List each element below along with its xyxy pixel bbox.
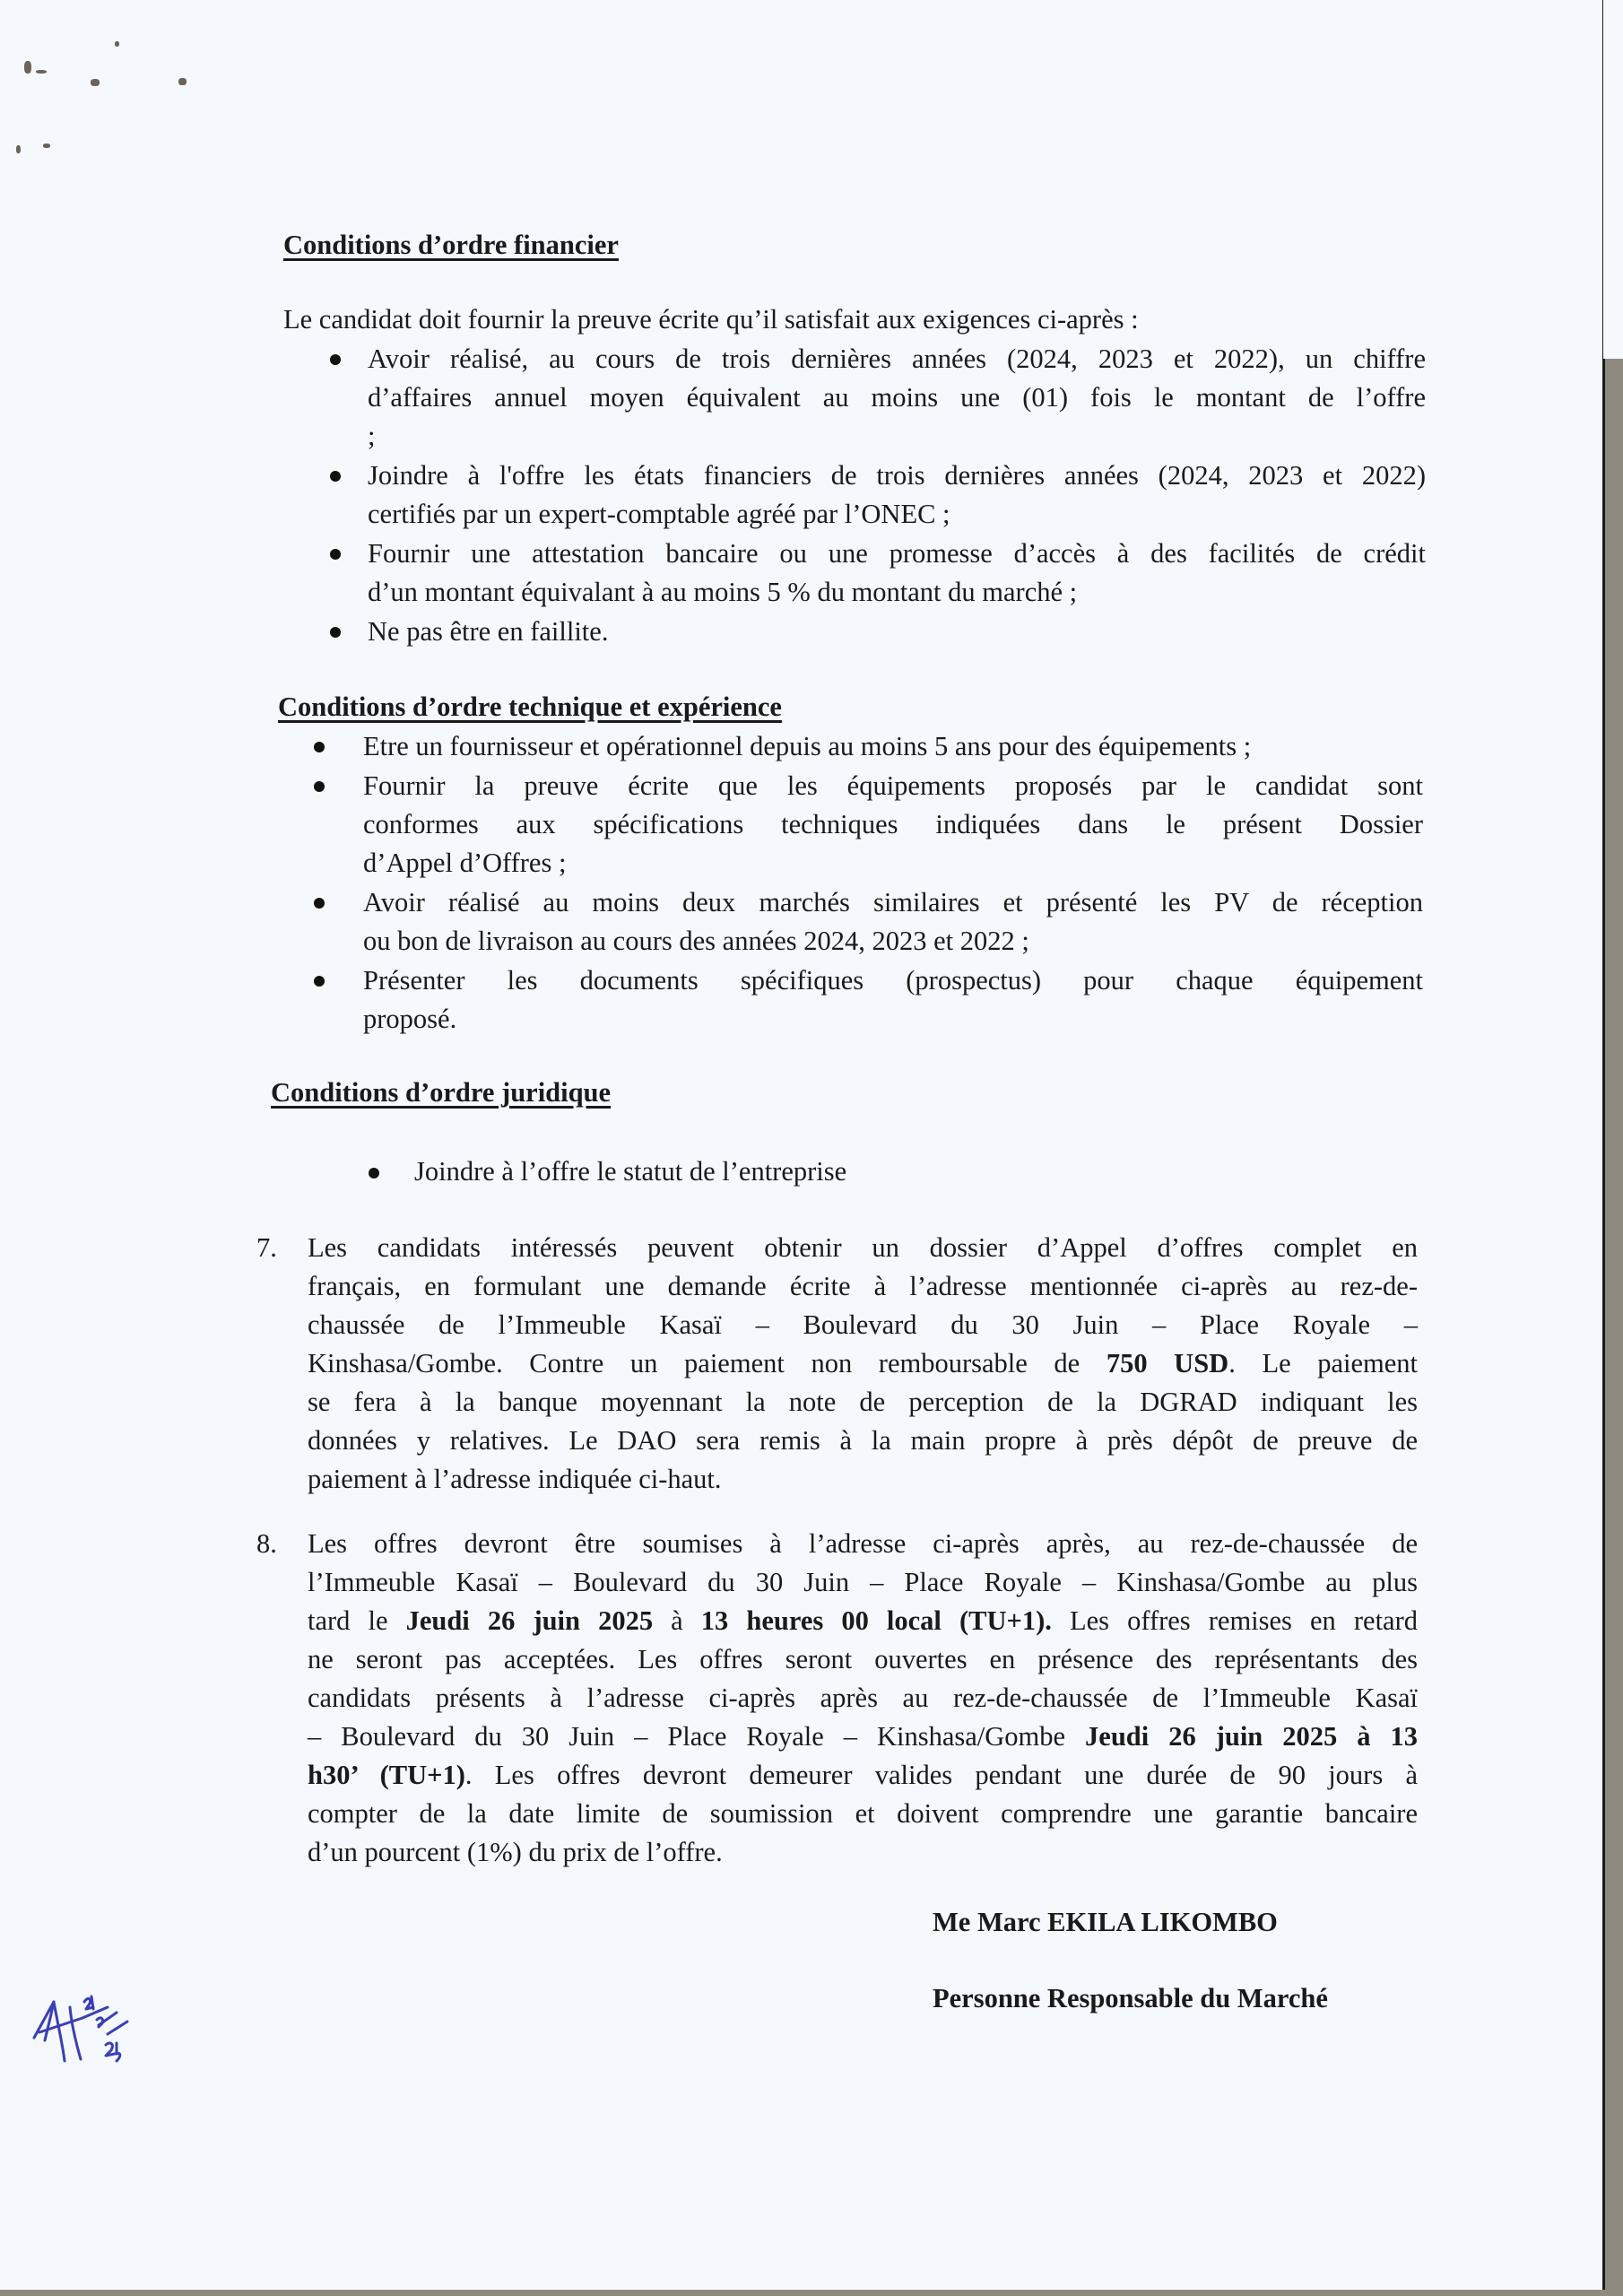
paragraph-7-line-5: se fera à la banque moyennant la note de perception de la DGRAD indiquant les xyxy=(308,1387,1418,1417)
paragraph-7-line-6: données y relatives. Le DAO sera remis à la main propre à près dépôt de preuve de xyxy=(308,1425,1418,1456)
text: – Boulevard du 30 Juin – Place Royale – Kinshasa/Gombe xyxy=(308,1721,1086,1752)
deadline-time: 13 heures 00 local (TU+1). xyxy=(700,1605,1052,1636)
paragraph-8-line-7 xyxy=(308,1759,1418,1791)
technical-item-4-line-1: Présenter les documents spécifiques (prospectus) pour chaque équipement xyxy=(363,965,1423,996)
page-edge-fill xyxy=(1603,0,1623,359)
paragraph-7-number: 7. xyxy=(256,1232,277,1263)
legal-item-1: Joindre à l’offre le statut de l’entreprise xyxy=(414,1156,847,1187)
technical-item-4-line-2: proposé. xyxy=(363,1004,457,1034)
bullet-icon xyxy=(330,354,341,365)
paragraph-7-line-4 xyxy=(308,1347,1418,1379)
bullet-icon xyxy=(314,781,325,792)
paragraph-8-line-5: candidats présents à l’adresse ci-après après au rez-de-chaussée de l’Immeuble Kasaï xyxy=(308,1683,1418,1713)
paragraph-8-line-6 xyxy=(308,1720,1418,1752)
technical-item-2-line-1: Fournir la preuve écrite que les équipements proposés par le candidat sont xyxy=(363,770,1423,801)
scan-artifact xyxy=(178,78,187,85)
text: . Le paiement xyxy=(1228,1348,1419,1378)
deadline-date: Jeudi 26 juin 2025 xyxy=(405,1605,654,1636)
text: Les offres remises en retard xyxy=(1051,1605,1418,1636)
scan-artifact xyxy=(36,70,47,74)
paragraph-8-line-8: compter de la date limite de soumission et doivent comprendre une garantie bancaire xyxy=(308,1798,1418,1829)
technical-item-3-line-1: Avoir réalisé au moins deux marchés similaires et présenté les PV de réception xyxy=(363,887,1423,918)
section-heading-financial: Conditions d’ordre financier xyxy=(283,230,619,260)
financial-item-1-line-3: ; xyxy=(368,421,376,451)
paragraph-8-line-3 xyxy=(308,1605,1418,1637)
paragraph-7-line-3: chaussée de l’Immeuble Kasaï – Boulevard du 30 Juin – Place Royale – xyxy=(308,1309,1418,1340)
scan-artifact xyxy=(24,61,31,74)
text: tard le xyxy=(308,1605,406,1636)
scan-artifact xyxy=(115,41,119,47)
paragraph-8-line-9: d’un pourcent (1%) du prix de l’offre. xyxy=(308,1837,723,1867)
financial-item-1-line-2: d’affaires annuel moyen équivalent au moins une (01) fois le montant de l’offre xyxy=(368,382,1426,413)
handwritten-initials-icon xyxy=(27,1982,135,2072)
opening-time: h30’ (TU+1) xyxy=(308,1760,465,1790)
opening-date: Jeudi 26 juin 2025 à 13 xyxy=(1085,1721,1418,1752)
text: . Les offres devront demeurer valides pendant une durée de 90 jours à xyxy=(464,1760,1418,1790)
scan-artifact xyxy=(91,79,100,86)
bullet-icon xyxy=(314,898,325,909)
bullet-icon xyxy=(330,471,341,482)
section-heading-technical: Conditions d’ordre technique et expérience xyxy=(278,691,782,722)
fee-amount: 750 USD xyxy=(1106,1348,1229,1378)
paragraph-8-line-1: Les offres devront être soumises à l’adresse ci-après après, au rez-de-chaussée de xyxy=(308,1528,1418,1559)
bullet-icon xyxy=(314,976,325,987)
financial-item-4-line-1: Ne pas être en faillite. xyxy=(368,616,609,647)
technical-item-1-line-1: Etre un fournisseur et opérationnel depuis au moins 5 ans pour des équipements ; xyxy=(363,731,1252,761)
paragraph-7-line-2: français, en formulant une demande écrite à l’adresse mentionnée ci-après au rez-de- xyxy=(308,1271,1418,1301)
scan-artifact xyxy=(43,144,50,148)
financial-item-3-line-1: Fournir une attestation bancaire ou une promesse d’accès à des facilités de crédit xyxy=(368,538,1426,569)
scan-artifact xyxy=(16,145,21,153)
financial-intro: Le candidat doit fournir la preuve écrite qu’il satisfait aux exigences ci-après : xyxy=(283,304,1139,335)
financial-item-2-line-1: Joindre à l'offre les états financiers de trois dernières années (2024, 2023 et 2022) xyxy=(368,460,1426,491)
financial-item-1-line-1: Avoir réalisé, au cours de trois dernières années (2024, 2023 et 2022), un chiffre xyxy=(368,344,1426,374)
paragraph-7-line-7: paiement à l’adresse indiquée ci-haut. xyxy=(308,1464,722,1494)
signatory-name: Me Marc EKILA LIKOMBO xyxy=(933,1907,1278,1937)
paragraph-8-line-2: l’Immeuble Kasaï – Boulevard du 30 Juin – Place Royale – Kinshasa/Gombe au plus xyxy=(308,1567,1418,1597)
financial-item-3-line-2: d’un montant équivalant à au moins 5 % du montant du marché ; xyxy=(368,577,1078,607)
section-heading-legal: Conditions d’ordre juridique xyxy=(271,1077,612,1108)
bullet-icon xyxy=(369,1168,379,1178)
bullet-icon xyxy=(330,549,341,560)
bullet-icon xyxy=(314,742,325,752)
technical-item-3-line-2: ou bon de livraison au cours des années 2024, 2023 et 2022 ; xyxy=(363,926,1029,956)
paragraph-8-line-4: ne seront pas acceptées. Les offres seront ouvertes en présence des représentants des xyxy=(308,1644,1418,1674)
paragraph-8-number: 8. xyxy=(256,1528,277,1559)
text: à xyxy=(653,1605,701,1636)
paragraph-7-line-1: Les candidats intéressés peuvent obtenir un dossier d’Appel d’offres complet en xyxy=(308,1232,1418,1263)
signatory-title: Personne Responsable du Marché xyxy=(933,1983,1328,2013)
financial-item-2-line-2: certifiés par un expert-comptable agréé par l’ONEC ; xyxy=(368,499,950,529)
bullet-icon xyxy=(330,627,341,638)
text: Kinshasa/Gombe. Contre un paiement non remboursable de xyxy=(308,1348,1107,1378)
technical-item-2-line-2: conformes aux spécifications techniques indiquées dans le présent Dossier xyxy=(363,809,1423,839)
technical-item-2-line-3: d’Appel d’Offres ; xyxy=(363,848,567,878)
